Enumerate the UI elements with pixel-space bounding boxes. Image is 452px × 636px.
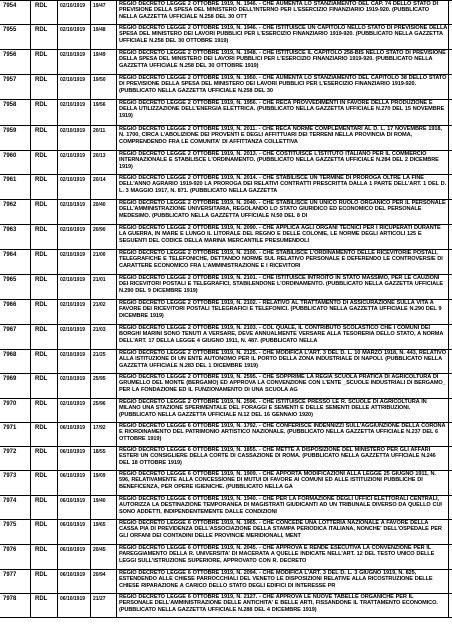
record-reference: 20/14 [90,175,116,199]
record-type: RDL [30,520,57,544]
table-row [0,50,452,75]
record-type: RDL [30,100,57,125]
record-date: 02/10/1919 [57,275,90,299]
record-type: RDL [30,50,57,74]
record-reference: 18/55 [90,447,116,470]
record-type: RDL [30,25,57,49]
table-row [0,175,452,200]
record-description: REGIO DECRETO LEGGE 2 OTTOBRE 1919, N. 2596. - CHE ISTITUISCE PRESSO LE R. SCUOLE DI AGRICOLTURA IN MILANO UNA STAZIONE SPERIMENTALE DEL FORAGGI E SEMENTI E DELLE SEMENTI DELLE ATTRIBUZIONI. (PUBBLICATO NELLA GAZZETTA UFFICIALE N.12 DEL 16 GENNAIO 1920) [116,399,449,422]
record-number: 7974 [3,498,17,504]
table-row [0,350,452,374]
record-description: REGIO DECRETO LEGGE 6 OTTOBRE 1919, N. 1909. - CHE APPORTA MODIFICAZIONI ALLA LEGGE 25 GIUGNO 1911, N. 596, RELATIVAMENTE ALLA CONCESSIONE DI MUTUI DI FAVORE AI COMUNI ED ALLE ISTITUZIONI PUBBLICHE DI BENEFICENZA, PER OPERE IGIENICHE. (PUBBLICATO NELLA GA [116,471,449,495]
record-reference: 20/45 [90,545,116,569]
record-number: 7955 [3,27,17,33]
record-number: 7971 [3,425,17,431]
record-date: 02/10/1919 [57,300,90,324]
record-reference: 19/65 [90,520,116,544]
table-row [0,300,452,325]
record-reference: 19/47 [90,1,116,24]
record-description: REGIO DECRETO LEGGE 2 OTTOBRE 1919, N. 2103. - COL QUALE, IL CONTRIBUTO SCOLASTICO CHE I COMUNI DEI BORGHI MARINI SONO TENUTI A VERSARE, DEVE ANNUALMENTE VERSARE ALLA TESORERIA DELLO STATO, A NORMA DELL'ART. 17 DELLA LEGGE 4 GIUGNO 1911, N. 487. (PUBBLICATO NELLA [116,325,449,349]
record-type: RDL [30,399,57,422]
record-description: REGIO DECRETO LEGGE 6 OTTOBRE 1919, N. 1792. - CHE CONFERISCE INDENNIZZI SULL'AGGIUNZIONE DELLA CORONA E RIORDINAMENTO DEL PATRIMONIO ARTISTICO NAZIONALE. (PUBBLICATO NELLA GAZZETTA UFFICIALE N.237 DEL 6 OTTOBRE 1919) [116,423,449,446]
record-description: REGIO DECRETO LEGGE 2 OTTOBRE 1919, N. 1950. - CHE AUMENTA LO STANZIAMENTO DEL CAPITOLO 38 DELLO STATO DI PREVISIONE DELLA SPESA DEL MINISTERO DEI LAVORI PUBBLICI PER L'ESERCIZIO FINANZIARIO 1919-920. (PUBBLICATO NELLA GAZZETTA UFFICIALE N.258 DEL 30 [116,75,449,99]
table-row [0,374,452,399]
record-type: RDL [30,325,57,349]
record-type: RDL [30,374,57,398]
record-description: REGIO DECRETO LEGGE 2 OTTOBRE 1919, N. 1956. - CHE RECA PROVVEDIMENTI IN FAVORE DELLA PRODUZIONE E DELLA UTILIZZAZIONE DELL'ENERGIA ELETTRICA. (PUBBLICATO NELLA GAZZETTA UFFICIALE N.270 DEL 15 NOVEMBRE 1919) [116,100,449,125]
record-number: 7960 [3,153,17,159]
record-number: 7972 [3,449,17,455]
record-number: 7954 [3,3,17,9]
record-date: 02/10/1919 [57,250,90,274]
table-row [0,0,452,25]
record-description: REGIO DECRETO LEGGE 6 OTTOBRE 1919, N. 1940. - CHE PER LA FORMAZIONE DEGLI UFFICI ELETTORALI CENTRALI, AUTORIZZA LA DESTINAZIONE TEMPORANEA DI MAGISTRATI GIUDICANTI AD UN TRIBUNALE DIVERSO DA QUELLO CUI SONO ADDETTI, INDIPENDENTEMENTE DALLE CONDIZIONI [116,496,449,519]
record-number: 7959 [3,128,17,134]
record-type: RDL [30,175,57,199]
record-description: REGIO DECRETO LEGGE 2 OTTOBRE 1919, N. 2101. - CHE ISTITUISCE INTROITO IN STATO MASSIMO, PER LE CAUZIONI DEI RICEVITORI POSTALI E TELEGRAFICI, STABILENDONE L'ORDINAMENTO. (PUBBLICATO NELLA GAZZETTA UFFICIALE N.290 DEL 9 DICEMBRE 1919) [116,275,449,299]
record-date: 06/10/1919 [57,520,90,544]
record-description: REGIO DECRETO LEGGE 6 OTTOBRE 1919, N. 1855. - CHE METTE A DISPOSIZIONE DEL MINISTERO PER GLI AFFARI ESTERI UN CONSIGLIERE DELLA CORTE DI CASSAZIONE DI ROMA. (PUBBLICATO NELLA GAZZETTA UFFICIALE N.246 DEL 18 OTTOBRE 1919) [116,447,449,470]
record-date: 06/10/1919 [57,471,90,495]
record-reference: 20/90 [90,225,116,249]
record-number: 7967 [3,327,17,333]
table-row [0,399,452,423]
record-date: 06/10/1919 [57,423,90,446]
record-type: RDL [30,570,57,593]
table-row [0,594,452,618]
record-date: 06/10/1919 [57,496,90,519]
record-date: 02/10/1919 [57,50,90,74]
record-description: REGIO DECRETO LEGGE 6 OTTOBRE 1919, N. 2094. - CHE MODIFICA L'ART. 3 DEL D. L. 3 GIUGNO 1919, N. 825, ESTENDENDO ALLE CHIESE PARROCCHIALI DEL VENETO LE DISPOSIZIONI RELATIVE ALLA RICOSTRUZIONE DELLE CHIESE RIPARAZIONE A CARICO DELLO STATO DEGLI EDIFICI DI INTERESSE PR [116,570,449,593]
record-date: 02/10/1919 [57,225,90,249]
record-number: 7963 [3,227,17,233]
record-reference: 21/01 [90,275,116,299]
record-description: REGIO DECRETO LEGGE 2 OTTOBRE 1919, N. 1946. - CHE ISTITUISCE UN CAPITOLO NELLO STATO DI PREVISIONE DELLA SPESA DEL MINISTERO DEI LAVORI PUBBLICI PER L'ESERCIZIO FINANZIARIO 1919-920. (PUBBLICATO NELLA GAZZETTA UFFICIALE N.258 DEL 30 OTTOBRE 1919) [116,25,449,49]
record-number: 7965 [3,277,17,283]
record-number: 7966 [3,302,17,308]
record-reference: 20/11 [90,126,116,150]
record-type: RDL [30,300,57,324]
record-date: 02/10/1919 [57,350,90,373]
record-reference: 19/49 [90,50,116,74]
record-type: RDL [30,126,57,150]
table-row [0,100,452,126]
record-type: RDL [30,594,57,617]
record-description: REGIO DECRETO LEGGE 6 OTTOBRE 1919, N. 2127. - CHE APPROVA LE NUOVE TABELLE ORGANICHE PER IL PERSONALE DELL'AMMINISTRAZIONE DELLE ANTICHITA' E BELLE ARTI, FISSANDONE IL TRATTAMENTO ECONOMICO. (PUBBLICATO NELLA GAZZETTA UFFICIALE N.288 DEL 4 DICEMBRE 1919) [116,594,449,617]
record-date: 02/10/1919 [57,100,90,125]
record-date: 02/10/1919 [57,374,90,398]
record-date: 02/10/1919 [57,399,90,422]
record-number: 7973 [3,473,17,479]
record-number: 7969 [3,376,17,382]
record-reference: 19/56 [90,100,116,125]
table-row [0,447,452,471]
record-reference: 21/00 [90,250,116,274]
record-reference: 19/09 [90,471,116,495]
record-type: RDL [30,496,57,519]
record-date: 06/10/1919 [57,545,90,569]
record-description: REGIO DECRETO LEGGE 2 OTTOBRE 1919, N. 2125. - CHE MODIFICA L'ART. 3 DEL D. L. 10 MARZO 1918, N. 443, RELATIVO ALLA ISTITUZIONE DI UN ENTE AUTONOMO PER IL PORTO DELLA ZONA INDUSTRIALE DI NAPOLI. (PUBBLICATO NELLA GAZZETTA UFFICIALE N.283 DEL 1 DICEMBRE 1919) [116,350,449,373]
record-description: REGIO DECRETO LEGGE 2 OTTOBRE 1919, N. 2102. - RELATIVO AL TRATTAMENTO DI ASSICURAZIONE SULLA VITA A FAVORE DEI RICEVITORI POSTALI TELEGRAFICI E TELEFONICI. (PUBBLICATO NELLA GAZZETTA UFFICIALE N.290 DEL 9 DICEMBRE 1919) [116,300,449,324]
record-type: RDL [30,225,57,249]
record-reference: 19/40 [90,496,116,519]
table-row [0,126,452,151]
record-number: 7975 [3,522,17,528]
record-date: 02/10/1919 [57,75,90,99]
table-row [0,520,452,545]
record-date: 06/10/1919 [57,594,90,617]
record-description: REGIO DECRETO LEGGE 6 OTTOBRE 1919, N. 2045. - CHE APPROVA E RENDE ESECUTIVA LA CONVENZIONE PER IL PAREGGIAMENTO DELLA R. UNIVERSITA' DI MACERATA A QUELLE INDICATE NELL'ART. 12 DEL TESTO UNICO DELLE LEGGI SULL'ISTRUZIONE SUPERIORE, APPROVATO CON R. DECRETO [116,545,449,569]
record-number: 7958 [3,102,17,108]
record-reference: 19/50 [90,75,116,99]
record-reference: 21/25 [90,350,116,373]
record-reference: 21/03 [90,325,116,349]
record-type: RDL [30,423,57,446]
record-description: REGIO DECRETO LEGGE 2 OTTOBRE 1919, N. 2011. - CHE RECA NORME COMPLEMENTARI AL D. L. 17 NOVEMBRE 1918, N. 1700, CIRCA L'ABOLIZIONE DEI PROVENTI E DEGLI AFFITTUARI DEI TERRENI NELLA PROVINCIA DI ROMA, COMPRENDENDO FRA LE COMUNITA' DI AFFITTANZA COLLETTIVA [116,126,449,150]
record-date: 02/10/1919 [57,126,90,150]
table-row [0,496,452,520]
table-row [0,151,452,175]
record-type: RDL [30,350,57,373]
table-row [0,250,452,275]
record-description: REGIO DECRETO LEGGE 6 OTTOBRE 1919, N. 1965. - CHE CONCEDE UNA LOTTERIA NAZIONALE A FAVORE DELLA CASSA PIA DI PREVIDENZA DELL'ASSOCIAZIONE DELLA STAMPA PERIODICA ITALIANA, NONCHE' DELL'OSPEDALE PER GLI ORFANI DEI CONTADINI DELLE PROVINCIE MERIDIONALI, MENT [116,520,449,544]
table-row [0,200,452,225]
record-number: 7961 [3,177,17,183]
record-description: REGIO DECRETO LEGGE 2 OTTOBRE 1919, N. 2014. - CHE STABILISCE UN TERMINE DI PROROGA OLTRE LA FINE DELL'ANNO AGRARIO 1919-920 LA PROROGA DEI RELATIVI CONTRATTI PRESCRITTA DALLA 1 PARTE DELL'ART. 1 DEL D. L. 3 MAGGIO 1917, N. 871. (PUBBLICATO NELLA GAZZETTA [116,175,449,199]
record-number: 7977 [3,572,17,578]
record-number: 7962 [3,202,17,208]
record-number: 7957 [3,77,17,83]
table-row [0,471,452,496]
record-type: RDL [30,545,57,569]
record-type: RDL [30,200,57,224]
record-number: 7970 [3,401,17,407]
record-type: RDL [30,471,57,495]
table-row [0,25,452,50]
record-reference: 19/48 [90,25,116,49]
record-reference: 25/96 [90,399,116,422]
record-type: RDL [30,75,57,99]
record-number: 7956 [3,52,17,58]
record-reference: 25/95 [90,374,116,398]
record-description: REGIO DECRETO LEGGE 2 OTTOBRE 1919, N. 2090. - CHE APPLICA AGLI ORGANI TECNICI PER I RICUPERATI DURANTE LA GUERRA, IN MARE E LUNGO IL LITORALE DEL REGNO E DELLE COLONIE, LE NORME DEGLI ARTICOLI 125 E SEGUENTI DEL CODICE DELLA MARINA MERCANTILE PRESUMENDOLI [116,225,449,249]
record-number: 7964 [3,252,17,258]
record-reference: 20/13 [90,151,116,174]
table-row [0,325,452,350]
table-row [0,570,452,594]
record-description: REGIO DECRETO LEGGE 2 OTTOBRE 1919, N. 2100. - CHE STABILISCE L'ORDINAMENTO DELLE RICEVITORIE POSTALI, TELEGRAFICHE E TELEFONICHE, DETTANDO NORME SUL RELATIVO PERSONALE E DEFERENDO LE CONTROVERSIE DI CARATTERE ECONOMICO FRA L'AMMINISTRAZIONE E I RICEVITORI [116,250,449,274]
record-reference: 17/92 [90,423,116,446]
record-type: RDL [30,275,57,299]
record-date: 02/10/1919 [57,175,90,199]
record-reference: 21/27 [90,594,116,617]
record-type: RDL [30,250,57,274]
record-type: RDL [30,447,57,470]
record-number: 7978 [3,596,17,602]
table-row [0,75,452,100]
record-date: 06/10/1919 [57,570,90,593]
record-reference: 20/40 [90,200,116,224]
record-date: 02/10/1919 [57,25,90,49]
record-reference: 20/94 [90,570,116,593]
record-description: REGIO DECRETO LEGGE 2 OTTOBRE 1919, N. 1948. - CHE ISTITUISCE IL CAPITOLO 258-BIS NELLO STATO DI PREVISIONE DELLA SPESA DEL MINISTERO DEI LAVORI PUBBLICI PER L'ESERCIZIO FINANZIARIO 1919-920. (PUBBLICATO NELLA GAZZETTA UFFICIALE N.258 DEL 30 OTTOBRE 1919) [116,50,449,74]
record-date: 06/10/1919 [57,447,90,470]
record-date: 02/10/1919 [57,151,90,174]
table-row [0,423,452,447]
table-row [0,545,452,570]
record-description: REGIO DECRETO LEGGE 2 OTTOBRE 1919, N. 2595. - CHE SOPPRIME LA REGIA SCUOLA PRATICA DI AGRICOLTURA DI GRUMELLO DEL MONTE (BERGAMO) ED APPROVA LA CONVENZIONE CON L'ENTE _SCUOLE INDUSTRIALI DI BERGAMO_ PER LA FONDAZIONE ED IL FUNZIONAMENTO DI UNA SCUOLA AG [116,374,449,398]
record-number: 7968 [3,352,17,358]
record-reference: 21/02 [90,300,116,324]
record-type: RDL [30,151,57,174]
record-type: RDL [30,1,57,24]
record-date: 02/10/1919 [57,200,90,224]
table-row [0,225,452,250]
record-number: 7976 [3,547,17,553]
table-row [0,275,452,300]
record-description: REGIO DECRETO LEGGE 2 OTTOBRE 1919, N. 2013. - CHE COSTITUISCE L'ISTITUTO ITALIANO PER IL COMMERCIO INTERNAZIONALE E STABILISCE L'ORDINAMENTO. (PUBBLICATO NELLA GAZZETTA UFFICIALE N.284 DEL 2 DICEMBRE 1919) [116,151,449,174]
record-description: REGIO DECRETO LEGGE 2 OTTOBRE 1919, N. 1946. - CHE AUMENTA LO STANZIAMENTO DEL CAP. 74 DELLO STATO DI PREVISIONE DELLA SPESA DEL MINISTERO DELL'INTERNO PER L'ESERCIZIO FINANZIARIO 1919-920. (PUBBLICATO NELLA GAZZETTA UFFICIALE N.258 DEL 30 OTT [116,1,449,24]
record-date: 02/10/1919 [57,325,90,349]
record-description: REGIO DECRETO LEGGE 2 OTTOBRE 1919, N. 2040. - CHE STABILISCE UN UNICO RUOLO ORGANICO PER IL PERSONALE DELL'AMMINISTRAZIONE UNIVERSITARIA, REGOLANDO LO STATO GIURIDICO ED ECONOMICO DEL PERSONALE MEDESIMO. (PUBBLICATO NELLA GAZZETTA UFFICIALE N.50 DEL 8 DI [116,200,449,224]
record-date: 02/10/1919 [57,1,90,24]
